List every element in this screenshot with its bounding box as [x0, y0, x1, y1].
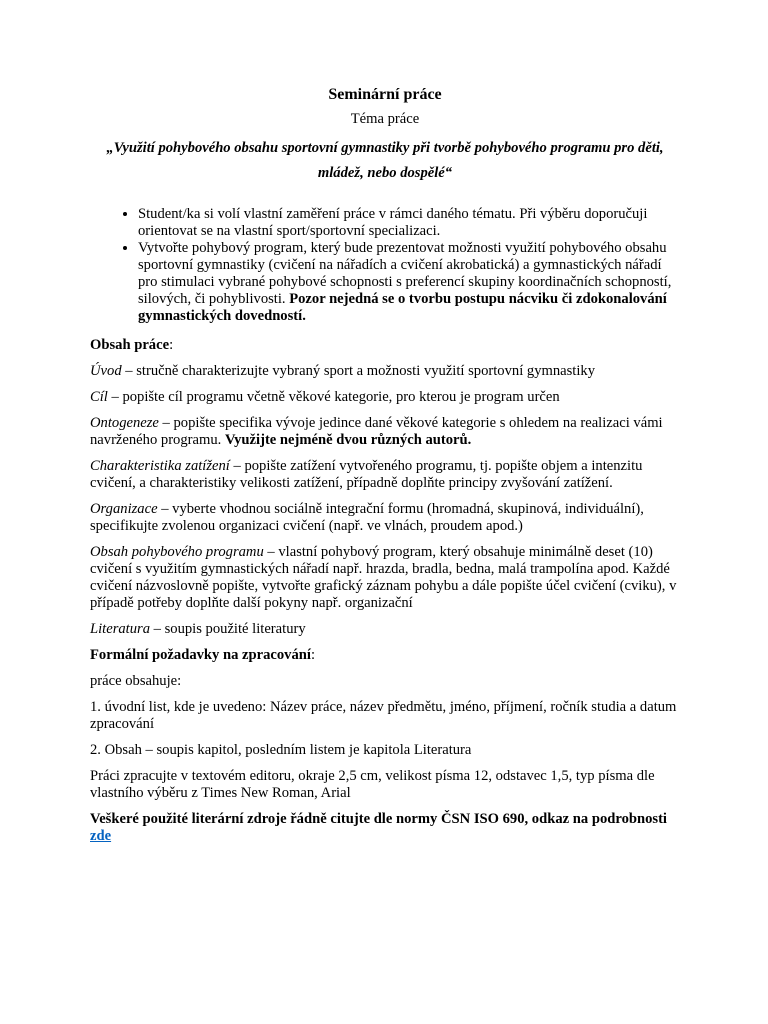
section-term: Literatura	[90, 621, 151, 637]
section-term: Ontogeneze	[90, 415, 159, 431]
section-term: Obsah pohybového programu	[90, 544, 264, 560]
topic-statement: „Využití pohybového obsahu sportovní gymnastiky při tvorbě pohybového programu pro děti, mládež, nebo dospělé“	[106, 140, 664, 181]
document-body	[90, 86, 680, 854]
formal-editor: Práci zpracujte v textovém editoru, okraje 2,5 cm, velikost písma 12, odstavec 1,5, typ písma dle vlastního výběru z Times New Roman, Arial	[90, 768, 655, 801]
instruction-bullet	[138, 206, 680, 240]
bullet-warning: Pozor nejedná se o tvorbu postupu nácviku či zdokonalování gymnastických dovedností.	[138, 291, 667, 324]
section-organizace	[90, 501, 680, 535]
citation-link[interactable]: zde	[90, 828, 112, 844]
content-heading-line	[90, 337, 680, 354]
instruction-bullet	[138, 240, 680, 325]
bullet-text: Vytvořte pohybový program, který bude prezentovat možnosti využití pohybového obsahu sportovní gymnastiky (cvičení na nářadích a cvičení akrobatická) a gymnastických nářadí pro stimulaci vybrané pohybové schopnosti s preferencí skupiny koordinačních schopností, silových, či pohyblivosti.	[138, 240, 672, 307]
section-term: Cíl	[90, 389, 108, 405]
section-text: – vyberte vhodnou sociálně integrační formu (hromadná, skupinová, individuální), specifikujte zvolenou organizaci cvičení (např. ve vlnách, proudem apod.)	[90, 501, 644, 534]
section-cil	[90, 389, 680, 406]
formal-item-1: 1. úvodní list, kde je uvedeno: Název práce, název předmětu, jméno, příjmení, ročník studia a datum zpracování	[90, 699, 677, 732]
document-title: Seminární práce	[328, 86, 442, 103]
section-zatizeni	[90, 458, 680, 492]
section-term: Organizace	[90, 501, 158, 517]
formal-intro: práce obsahuje:	[90, 673, 182, 689]
heading-colon: :	[169, 337, 174, 353]
document-subtitle: Téma práce	[350, 111, 420, 127]
bullet-text: Student/ka si volí vlastní zaměření práce v rámci daného tématu. Při výběru doporučuji orientovat se na vlastní sport/sportovní specializaci.	[138, 206, 648, 239]
formal-item-2: 2. Obsah – soupis kapitol, posledním listem je kapitola Literatura	[90, 742, 472, 758]
section-text: – stručně charakterizujte vybraný sport a možnosti využití sportovní gymnastiky	[121, 363, 596, 379]
section-text: – popište specifika vývoje jedince dané věkové kategorie s ohledem na realizaci vámi navrženého programu.	[90, 415, 663, 448]
section-ontogeneze	[90, 415, 680, 449]
section-text: – popište cíl programu včetně věkové kategorie, pro kterou je program určen	[107, 389, 560, 405]
content-heading: Obsah práce	[90, 337, 170, 353]
formal-heading-line	[90, 647, 680, 664]
section-term: Úvod	[90, 363, 122, 379]
citation-note	[90, 811, 680, 845]
heading-colon: :	[310, 647, 316, 663]
section-term: Charakteristika zatížení	[90, 458, 230, 474]
instruction-list	[90, 206, 680, 325]
section-text: – soupis použité literatury	[150, 621, 306, 637]
section-emphasis: Využijte nejméně dvou různých autorů.	[224, 432, 472, 448]
section-obsah-programu	[90, 544, 680, 612]
citation-text: Veškeré použité literární zdroje řádně citujte dle normy ČSN ISO 690, odkaz na podrobnosti	[90, 811, 667, 827]
section-uvod	[90, 363, 680, 380]
formal-heading: Formální požadavky na zpracování	[90, 647, 311, 663]
section-literatura	[90, 621, 680, 638]
section-text: – vlastní pohybový program, který obsahuje minimálně deset (10) cvičení s využitím gymnastických nářadí např. hrazda, bradla, bedna, malá trampolína apod. Každé cvičení názvoslovně popište, vytvořte grafický záznam pohybu a dále popište účel cvičení (cviku), v případě potřeby doplňte další pokyny např. organizační	[90, 544, 677, 611]
section-text: – popište zatížení vytvořeného programu, tj. popište objem a intenzitu cvičení, a charakteristiky velikosti zatížení, případně doplňte principy zvyšování zatížení.	[90, 458, 643, 491]
